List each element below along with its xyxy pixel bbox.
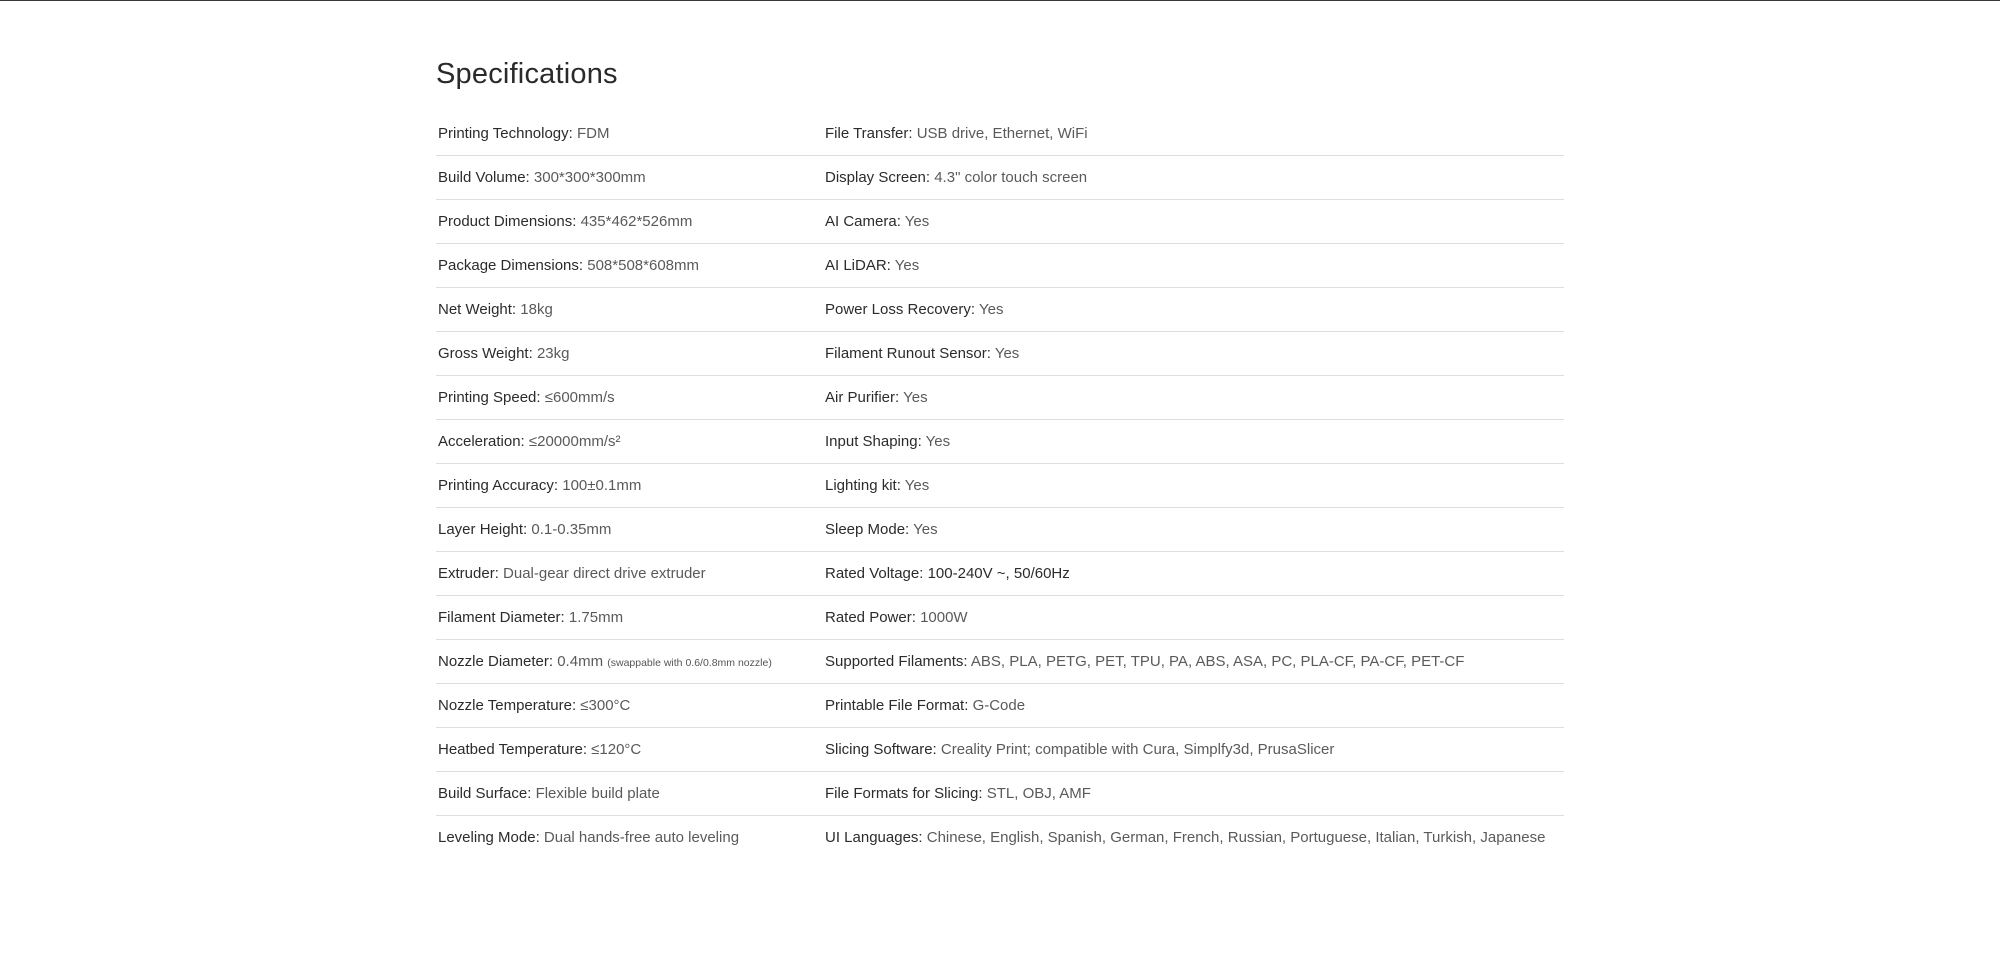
spec-cell-right [825, 552, 1564, 596]
spec-label: Filament Diameter: [438, 609, 565, 626]
spec-cell-left [436, 816, 825, 860]
spec-cell-right [825, 112, 1564, 156]
spec-label: Printing Speed: [438, 389, 541, 406]
spec-row [436, 200, 1564, 244]
spec-cell-left [436, 332, 825, 376]
spec-cell-left [436, 552, 825, 596]
section-title: Specifications [436, 58, 618, 90]
spec-value: ≤300°C [580, 697, 631, 714]
spec-cell-left [436, 596, 825, 640]
spec-value: 0.4mm [557, 653, 604, 670]
spec-value: ≤20000mm/s² [528, 433, 621, 450]
spec-cell-left [436, 156, 825, 200]
spec-row [436, 376, 1564, 420]
spec-value: ≤120°C [591, 741, 642, 758]
spec-value: Dual-gear direct drive extruder [503, 565, 706, 582]
spec-value: Chinese, English, Spanish, German, French, Russian, Portuguese, Italian, Turkish, Japanese [926, 829, 1546, 846]
spec-value: ABS, PLA, PETG, PET, TPU, PA, ABS, ASA, PC, PLA-CF, PA-CF, PET-CF [970, 653, 1465, 670]
spec-row [436, 244, 1564, 288]
spec-label: Gross Weight: [438, 345, 533, 362]
specifications-section [436, 56, 1564, 859]
spec-label: Display Screen: [825, 169, 931, 186]
spec-label: File Transfer: [825, 125, 913, 142]
spec-cell-right [825, 156, 1564, 200]
spec-cell-left [436, 508, 825, 552]
spec-label: AI LiDAR: [825, 257, 891, 274]
spec-cell-right [825, 772, 1564, 816]
spec-value: 100±0.1mm [562, 477, 642, 494]
spec-row [436, 112, 1564, 156]
spec-cell-right [825, 508, 1564, 552]
spec-note: (swappable with 0.6/0.8mm nozzle) [607, 657, 772, 669]
spec-row [436, 816, 1564, 860]
spec-label: Rated Voltage: 100-240V ~, 50/60Hz [825, 565, 1070, 582]
spec-row [436, 596, 1564, 640]
spec-cell-right [825, 640, 1564, 684]
spec-value: Yes [913, 521, 938, 538]
spec-label: Package Dimensions: [438, 257, 584, 274]
spec-value: Yes [978, 301, 1004, 318]
spec-label: Leveling Mode: [438, 829, 540, 846]
spec-value: Yes [994, 345, 1020, 362]
spec-cell-left [436, 420, 825, 464]
spec-value: 0.1-0.35mm [531, 521, 612, 538]
spec-row [436, 332, 1564, 376]
spec-value: 435*462*526mm [580, 213, 693, 230]
spec-value: FDM [576, 125, 610, 142]
spec-value: G-Code [972, 697, 1026, 714]
spec-row [436, 684, 1564, 728]
spec-label: Input Shaping: [825, 433, 922, 450]
spec-row [436, 772, 1564, 816]
spec-label: Air Purifier: [825, 389, 900, 406]
spec-label: Build Surface: [438, 785, 532, 802]
specifications-table-body [436, 112, 1564, 859]
spec-label: UI Languages: [825, 829, 923, 846]
spec-cell-right [825, 816, 1564, 860]
spec-value: Creality Print; compatible with Cura, Simplfy3d, PrusaSlicer [940, 741, 1335, 758]
spec-label: Product Dimensions: [438, 213, 577, 230]
spec-label: Build Volume: [438, 169, 530, 186]
spec-label: Printable File Format: [825, 697, 969, 714]
spec-row [436, 728, 1564, 772]
spec-cell-left [436, 112, 825, 156]
spec-row [436, 552, 1564, 596]
spec-cell-left [436, 464, 825, 508]
spec-cell-left [436, 728, 825, 772]
spec-label: Acceleration: [438, 433, 525, 450]
spec-value: Yes [904, 213, 930, 230]
spec-value: 18kg [520, 301, 553, 318]
spec-row [436, 156, 1564, 200]
spec-cell-left [436, 244, 825, 288]
spec-cell-left [436, 200, 825, 244]
spec-value: 1.75mm [568, 609, 624, 626]
spec-label: AI Camera: [825, 213, 901, 230]
spec-value: Yes [903, 389, 928, 406]
spec-label: Power Loss Recovery: [825, 301, 976, 318]
top-divider [0, 0, 2000, 1]
spec-label: Extruder: [438, 565, 499, 582]
spec-label: Heatbed Temperature: [438, 741, 587, 758]
spec-value: 1000W [920, 609, 968, 626]
spec-value: 300*300*300mm [533, 169, 646, 186]
spec-label: Printing Accuracy: [438, 477, 559, 494]
spec-cell-right [825, 464, 1564, 508]
spec-label: Filament Runout Sensor: [825, 345, 991, 362]
spec-cell-right [825, 288, 1564, 332]
spec-cell-left [436, 640, 825, 684]
spec-label: Rated Power: [825, 609, 916, 626]
spec-cell-right [825, 420, 1564, 464]
spec-label: Printing Technology: [438, 125, 573, 142]
spec-cell-right [825, 200, 1564, 244]
spec-row [436, 288, 1564, 332]
spec-value: Yes [904, 477, 930, 494]
spec-cell-right [825, 332, 1564, 376]
spec-cell-left [436, 772, 825, 816]
spec-label: File Formats for Slicing: [825, 785, 983, 802]
spec-cell-right [825, 728, 1564, 772]
spec-value: STL, OBJ, AMF [986, 785, 1091, 802]
spec-label: Slicing Software: [825, 741, 937, 758]
spec-value: 23kg [536, 345, 570, 362]
spec-value: Yes [894, 257, 920, 274]
spec-value: Flexible build plate [535, 785, 660, 802]
spec-row [436, 640, 1564, 684]
spec-cell-left [436, 288, 825, 332]
spec-label: Lighting kit: [825, 477, 901, 494]
spec-row [436, 508, 1564, 552]
spec-label: Supported Filaments: [825, 653, 968, 670]
spec-cell-right [825, 376, 1564, 420]
spec-label: Sleep Mode: [825, 521, 910, 538]
spec-cell-left [436, 684, 825, 728]
spec-label: Nozzle Temperature: [438, 697, 577, 714]
spec-value: ≤600mm/s [544, 389, 615, 406]
spec-label: Layer Height: [438, 521, 528, 538]
spec-cell-right [825, 596, 1564, 640]
spec-value: Dual hands-free auto leveling [543, 829, 740, 846]
spec-value: 4.3" color touch screen [934, 169, 1088, 186]
spec-label: Net Weight: [438, 301, 517, 318]
spec-cell-right [825, 244, 1564, 288]
spec-cell-right [825, 684, 1564, 728]
spec-row [436, 464, 1564, 508]
specifications-table [436, 112, 1564, 859]
spec-label: Nozzle Diameter: [438, 653, 554, 670]
spec-value: USB drive, Ethernet, WiFi [916, 125, 1088, 142]
spec-value: Yes [925, 433, 951, 450]
spec-value: 508*508*608mm [587, 257, 699, 274]
spec-cell-left [436, 376, 825, 420]
spec-row [436, 420, 1564, 464]
